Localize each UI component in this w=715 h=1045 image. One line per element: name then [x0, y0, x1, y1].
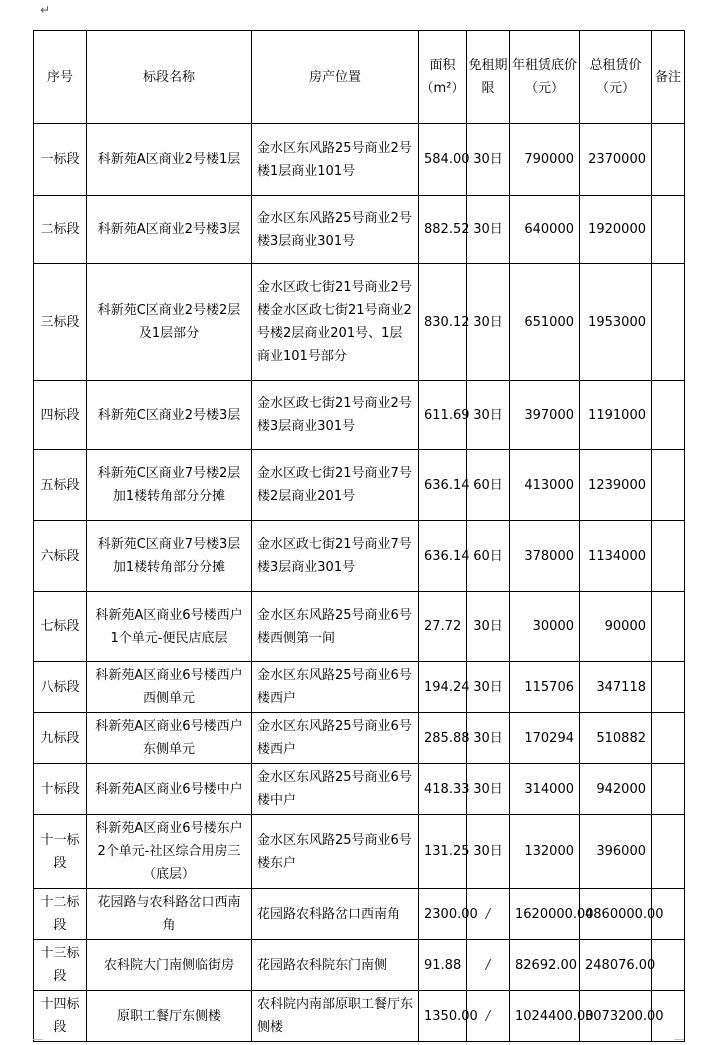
cell-rent-free: /: [467, 940, 510, 991]
cell-rent-free: 30日: [467, 196, 510, 264]
table-row: [34, 764, 685, 815]
cell-name: 科新苑C区商业7号楼2层加1楼转角部分分摊: [87, 450, 252, 521]
table-row: [34, 592, 685, 662]
header-remark: 备注: [652, 31, 685, 124]
table-header-row: [34, 31, 685, 124]
cell-annual-rent: 30000: [510, 592, 580, 662]
cell-location: 金水区东风路25号商业6号楼西户: [252, 662, 419, 713]
page-edge-mark-right: [674, 1039, 684, 1040]
cell-annual-rent: 170294: [510, 713, 580, 764]
table-row: [34, 521, 685, 592]
cell-no: 七标段: [34, 592, 87, 662]
cell-name: 科新苑A区商业6号楼中户: [87, 764, 252, 815]
cell-rent-free: 30日: [467, 124, 510, 196]
cell-remark: [652, 264, 685, 381]
header-rent-free: 免租期限: [467, 31, 510, 124]
cell-no: 十二标段: [34, 889, 87, 940]
cell-annual-rent: 378000: [510, 521, 580, 592]
cell-total-rent: 396000: [580, 815, 652, 889]
cell-area: 636.14: [419, 450, 467, 521]
table-row: [34, 889, 685, 940]
cell-annual-rent: 651000: [510, 264, 580, 381]
cell-location: 金水区政七街21号商业2号楼金水区政七街21号商业2号楼2层商业201号、1层商业101号部分: [252, 264, 419, 381]
cell-rent-free: 30日: [467, 764, 510, 815]
cell-total-rent: 510882: [580, 713, 652, 764]
cell-location: 金水区政七街21号商业7号楼3层商业301号: [252, 521, 419, 592]
cell-area: 584.00: [419, 124, 467, 196]
cell-no: 六标段: [34, 521, 87, 592]
cell-location: 金水区东风路25号商业6号楼中户: [252, 764, 419, 815]
cell-area: 830.12: [419, 264, 467, 381]
cell-no: 五标段: [34, 450, 87, 521]
cell-no: 二标段: [34, 196, 87, 264]
table-row: [34, 713, 685, 764]
cell-remark: [652, 764, 685, 815]
cell-no: 十四标段: [34, 991, 87, 1042]
cell-area: 285.88: [419, 713, 467, 764]
cell-area: 611.69: [419, 381, 467, 450]
lease-table: [33, 30, 685, 1042]
cell-total-rent: 248076.00: [580, 940, 652, 991]
cell-rent-free: /: [467, 889, 510, 940]
cell-name: 科新苑A区商业6号楼西户东侧单元: [87, 713, 252, 764]
cell-area: 2300.00: [419, 889, 467, 940]
cell-name: 农科院大门南侧临街房: [87, 940, 252, 991]
cell-remark: [652, 521, 685, 592]
cell-location: 金水区政七街21号商业2号楼3层商业301号: [252, 381, 419, 450]
cell-name: 科新苑A区商业6号楼西户1个单元-便民店底层: [87, 592, 252, 662]
cell-area: 418.33: [419, 764, 467, 815]
header-location: 房产位置: [252, 31, 419, 124]
cell-remark: [652, 940, 685, 991]
cell-total-rent: 347118: [580, 662, 652, 713]
cell-total-rent: 90000: [580, 592, 652, 662]
cell-name: 科新苑C区商业2号楼3层: [87, 381, 252, 450]
header-no: 序号: [34, 31, 87, 124]
paragraph-mark: ↵: [40, 3, 51, 17]
cell-total-rent: 1134000: [580, 521, 652, 592]
cell-no: 十标段: [34, 764, 87, 815]
cell-name: 科新苑A区商业2号楼3层: [87, 196, 252, 264]
table-row: [34, 124, 685, 196]
cell-total-rent: 942000: [580, 764, 652, 815]
table-row: [34, 940, 685, 991]
cell-annual-rent: 397000: [510, 381, 580, 450]
cell-no: 一标段: [34, 124, 87, 196]
cell-name: 科新苑A区商业2号楼1层: [87, 124, 252, 196]
cell-area: 27.72: [419, 592, 467, 662]
cell-rent-free: 30日: [467, 815, 510, 889]
header-area: 面积（m²）: [419, 31, 467, 124]
cell-remark: [652, 196, 685, 264]
cell-annual-rent: 640000: [510, 196, 580, 264]
cell-total-rent: 1920000: [580, 196, 652, 264]
header-annual-rent: 年租赁底价（元）: [510, 31, 580, 124]
cell-no: 八标段: [34, 662, 87, 713]
cell-area: 636.14: [419, 521, 467, 592]
cell-total-rent: 3073200.00: [580, 991, 652, 1042]
cell-remark: [652, 381, 685, 450]
cell-name: 花园路与农科路岔口西南角: [87, 889, 252, 940]
cell-rent-free: 30日: [467, 713, 510, 764]
cell-rent-free: 60日: [467, 521, 510, 592]
cell-location: 农科院内南部原职工餐厅东侧楼: [252, 991, 419, 1042]
cell-no: 十一标段: [34, 815, 87, 889]
cell-total-rent: 1239000: [580, 450, 652, 521]
cell-total-rent: 4860000.00: [580, 889, 652, 940]
cell-annual-rent: 82692.00: [510, 940, 580, 991]
cell-remark: [652, 124, 685, 196]
table-row: [34, 450, 685, 521]
cell-location: 金水区东风路25号商业2号楼1层商业101号: [252, 124, 419, 196]
cell-remark: [652, 662, 685, 713]
cell-rent-free: 30日: [467, 592, 510, 662]
cell-rent-free: 30日: [467, 662, 510, 713]
cell-location: 金水区东风路25号商业6号楼西户: [252, 713, 419, 764]
cell-annual-rent: 1024400.00: [510, 991, 580, 1042]
table-row: [34, 815, 685, 889]
cell-location: 金水区东风路25号商业6号楼西侧第一间: [252, 592, 419, 662]
cell-remark: [652, 592, 685, 662]
cell-area: 882.52: [419, 196, 467, 264]
cell-name: 科新苑A区商业6号楼西户西侧单元: [87, 662, 252, 713]
cell-annual-rent: 1620000.00: [510, 889, 580, 940]
cell-name: 科新苑C区商业2号楼2层及1层部分: [87, 264, 252, 381]
cell-rent-free: 60日: [467, 450, 510, 521]
cell-location: 花园路农科路岔口西南角: [252, 889, 419, 940]
cell-remark: [652, 815, 685, 889]
cell-annual-rent: 115706: [510, 662, 580, 713]
header-total-rent: 总租赁价（元）: [580, 31, 652, 124]
header-name: 标段名称: [87, 31, 252, 124]
cell-location: 金水区政七街21号商业7号楼2层商业201号: [252, 450, 419, 521]
cell-annual-rent: 790000: [510, 124, 580, 196]
cell-name: 原职工餐厅东侧楼: [87, 991, 252, 1042]
cell-location: 金水区东风路25号商业6号楼东户: [252, 815, 419, 889]
cell-annual-rent: 413000: [510, 450, 580, 521]
cell-no: 九标段: [34, 713, 87, 764]
table-row: [34, 381, 685, 450]
cell-name: 科新苑A区商业6号楼东户2个单元-社区综合用房三（底层）: [87, 815, 252, 889]
cell-remark: [652, 450, 685, 521]
cell-total-rent: 1953000: [580, 264, 652, 381]
cell-area: 194.24: [419, 662, 467, 713]
cell-annual-rent: 314000: [510, 764, 580, 815]
cell-remark: [652, 713, 685, 764]
cell-rent-free: /: [467, 991, 510, 1042]
cell-no: 四标段: [34, 381, 87, 450]
cell-annual-rent: 132000: [510, 815, 580, 889]
cell-no: 十三标段: [34, 940, 87, 991]
cell-area: 91.88: [419, 940, 467, 991]
table-row: [34, 662, 685, 713]
cell-total-rent: 1191000: [580, 381, 652, 450]
cell-area: 131.25: [419, 815, 467, 889]
cell-area: 1350.00: [419, 991, 467, 1042]
cell-location: 花园路农科院东门南侧: [252, 940, 419, 991]
cell-total-rent: 2370000: [580, 124, 652, 196]
cell-rent-free: 30日: [467, 264, 510, 381]
cell-no: 三标段: [34, 264, 87, 381]
table-row: [34, 264, 685, 381]
cell-name: 科新苑C区商业7号楼3层加1楼转角部分分摊: [87, 521, 252, 592]
page-edge-mark-left: [33, 1039, 43, 1040]
table-row: [34, 196, 685, 264]
cell-location: 金水区东风路25号商业2号楼3层商业301号: [252, 196, 419, 264]
cell-rent-free: 30日: [467, 381, 510, 450]
table-row: [34, 991, 685, 1042]
